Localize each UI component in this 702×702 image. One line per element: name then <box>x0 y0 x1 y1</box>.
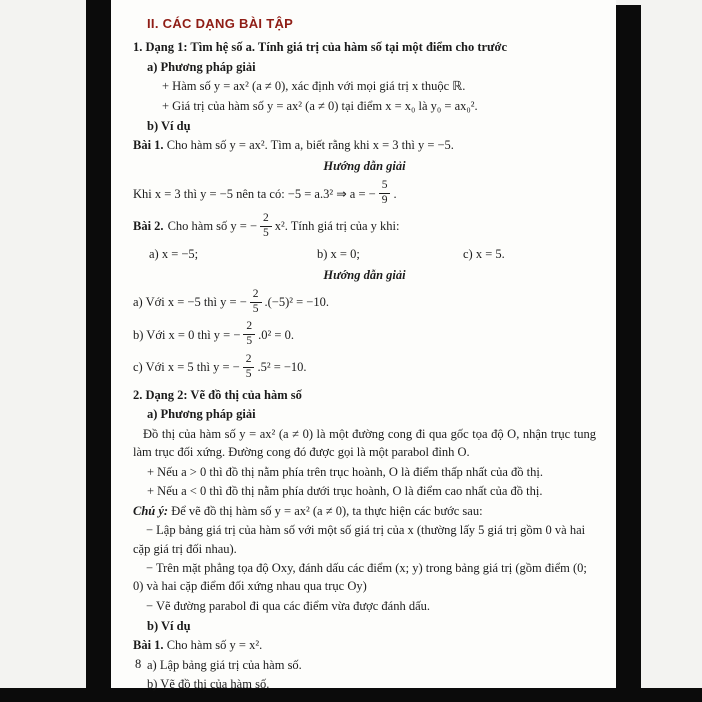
case-a: a) x = −5; <box>149 246 199 261</box>
bai1-label: Bài 1. <box>133 138 164 153</box>
bai1-label: Bài 1. <box>133 638 164 653</box>
bai2-text-before: Cho hàm số y = − <box>167 219 258 234</box>
scan-edge-right <box>616 5 641 689</box>
dang1-bai2-cases <box>149 245 596 263</box>
fraction-denominator: 5 <box>260 226 272 241</box>
dang2-step-3: − Vẽ đường parabol đi qua các điểm vừa được đánh dấu. <box>146 598 431 613</box>
dang1-title: 1. Dạng 1: Tìm hệ số a. Tính giá trị của hàm số tại một điểm cho trước <box>133 40 508 54</box>
solution-text-before: b) Với x = 0 thì y = − <box>133 327 241 342</box>
dang2-case-positive: + Nếu a > 0 thì đồ thị nằm phía trên trục hoành, O là điểm thấp nhất của đồ thị. <box>147 464 543 479</box>
fraction-denominator: 5 <box>250 302 262 317</box>
solution-text-after: . <box>393 186 397 201</box>
dang2-example-label: b) Ví dụ <box>147 618 191 633</box>
solution-heading-2: Hướng dẫn giải <box>323 267 406 282</box>
dang2-case-negative: + Nếu a < 0 thì đồ thị nằm phía dưới trục hoành, O là điểm cao nhất của đồ thị. <box>147 484 543 499</box>
fraction <box>243 320 255 349</box>
fraction-numerator: 5 <box>381 179 388 192</box>
dang1-bai2-solution-b <box>133 320 596 349</box>
dang1-bai2-solution-c <box>133 353 596 382</box>
solution-heading-1: Hướng dẫn giải <box>323 159 406 174</box>
fraction-denominator: 9 <box>379 193 391 208</box>
fraction-denominator: 5 <box>243 367 255 382</box>
fraction-denominator: 5 <box>243 334 255 349</box>
dang2-method-label: a) Phương pháp giải <box>147 407 256 422</box>
fraction-numerator: 2 <box>246 320 253 333</box>
dang1-bai1-statement <box>133 136 596 154</box>
fraction-numerator: 2 <box>245 353 252 365</box>
dang1-example-label: b) Ví dụ <box>147 118 191 133</box>
fraction <box>250 288 262 317</box>
scan-edge-left <box>86 0 111 689</box>
dang1-bai2-statement <box>133 212 596 241</box>
dang2-bai1-task-b: b) Vẽ đồ thị của hàm số. <box>147 677 270 692</box>
dang2-step-1: − Lập bảng giá trị của hàm số với một số giá trị của x (thường lấy 5 giá trị gồm 0 và hai cặp giá trị đối nhau). <box>133 523 586 556</box>
dang1-method-point1: + Hàm số y = ax² (a ≠ 0), xác định với mọi giá trị x thuộc ℝ. <box>162 79 466 94</box>
solution-text-after: .0² = 0. <box>258 327 294 342</box>
case-c: c) x = 5. <box>463 246 505 261</box>
note-label: Chú ý: <box>133 503 169 518</box>
dang1-method-label: a) Phương pháp giải <box>147 59 256 74</box>
dang2-intro: Đồ thị của hàm số y = ax² (a ≠ 0) là một đường cong đi qua gốc tọa độ O, nhận trục tung làm trục đối xứng. Đường cong đó được gọi là một parabol đỉnh O. <box>133 426 596 459</box>
fraction <box>379 179 391 208</box>
dang1-bai1-solution <box>133 179 596 208</box>
section-heading: II. CÁC DẠNG BÀI TẬP <box>147 16 294 31</box>
dang2-title: 2. Dạng 2: Vẽ đồ thị của hàm số <box>133 387 302 402</box>
fraction <box>243 353 255 382</box>
fraction-numerator: 2 <box>263 211 269 224</box>
dang1-bai2-solution-a <box>133 288 596 317</box>
solution-text-before: Khi x = 3 thì y = −5 nên ta có: −5 = a.3² ⇒ a = − <box>133 186 376 201</box>
bai1-text: Cho hàm số y = ax². Tìm a, biết rằng khi x = 3 thì y = −5. <box>163 138 454 153</box>
page-number: 8 <box>135 657 142 671</box>
solution-text-before: c) Với x = 5 thì y = − <box>133 360 240 375</box>
dang2-step-2: − Trên mặt phẳng tọa độ Oxy, đánh dấu các điểm (x; y) trong bảng giá trị (gồm điểm (0; 0) và hai cặp điểm đối xứng nhau qua trục Oy) <box>133 561 587 594</box>
dang2-bai1-task-a: a) Lập bảng giá trị của hàm số. <box>147 657 302 672</box>
case-b: b) x = 0; <box>317 246 360 261</box>
bai2-text-after: x². Tính giá trị của y khi: <box>274 219 400 234</box>
bai2-label: Bài 2. <box>133 219 164 234</box>
note-text: Để vẽ đồ thị hàm số y = ax² (a ≠ 0), ta thực hiện các bước sau: <box>168 503 483 518</box>
solution-text-before: a) Với x = −5 thì y = − <box>133 295 247 310</box>
dang1-method-point2: + Giá trị của hàm số y = ax² (a ≠ 0) tại điểm x = x₀ là y₀ = ax₀². <box>162 98 478 113</box>
solution-text-after: .5² = −10. <box>257 360 307 375</box>
solution-text-after: .(−5)² = −10. <box>264 295 329 310</box>
fraction <box>260 212 272 241</box>
dang2-note <box>133 502 596 520</box>
dang2-bai1-statement <box>133 636 596 654</box>
fraction-numerator: 2 <box>252 287 259 300</box>
bai1-text: Cho hàm số y = x². <box>163 638 263 653</box>
book-page <box>111 0 616 692</box>
